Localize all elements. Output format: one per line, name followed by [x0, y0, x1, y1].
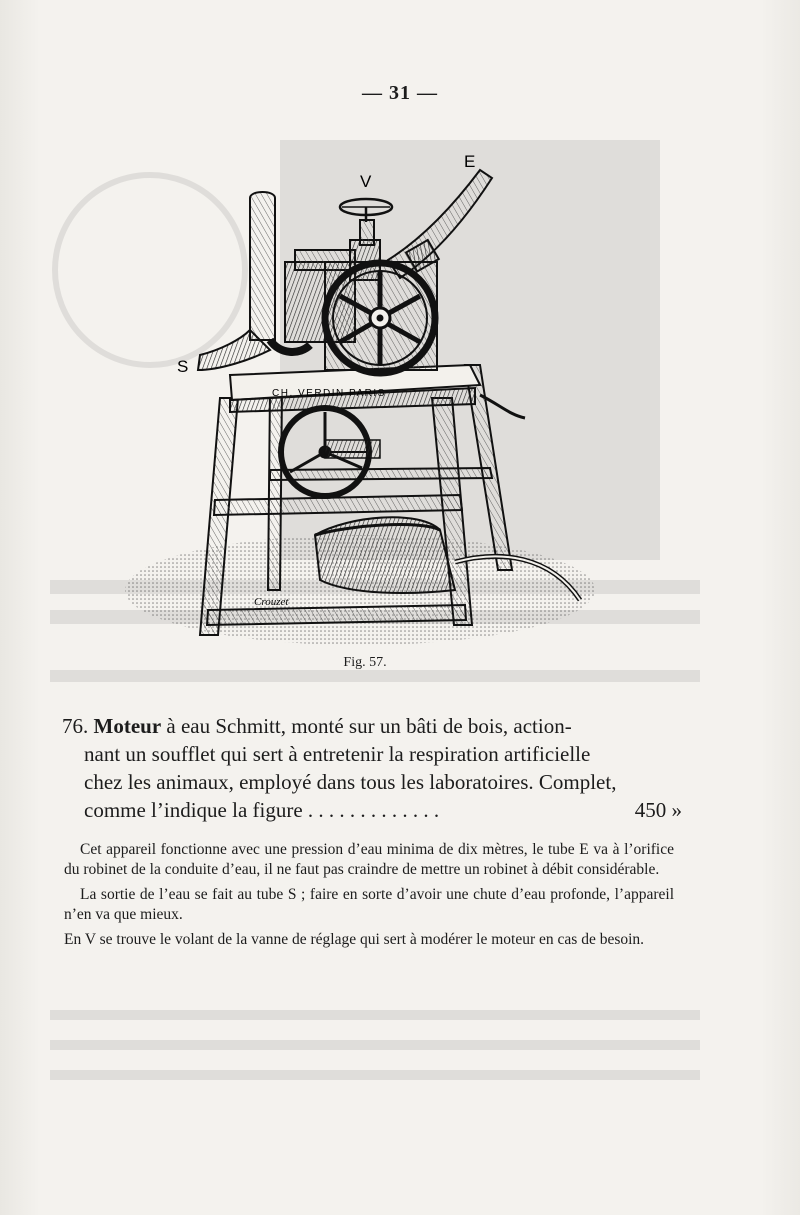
figure-caption: Fig. 57.: [343, 655, 387, 670]
label-e: E: [464, 152, 476, 171]
entry-number: 76.: [62, 714, 89, 738]
entry-line-4: comme l’indique la figure . . . . . . . . . . . . .: [84, 798, 440, 822]
page-number: — 31 —: [362, 82, 438, 104]
maker-plate: CH. VERDIN PARIS: [272, 388, 386, 399]
note-paragraph: [64, 930, 674, 950]
note-text-3: En V se trouve le volant de la vanne de réglage qui sert à modérer le moteur en cas de besoin.: [64, 931, 645, 948]
entry-line-1: [62, 712, 682, 740]
description-notes: [64, 840, 674, 955]
note-paragraph: [64, 885, 674, 925]
water-motor-engraving: [120, 150, 600, 655]
main-flywheel: [325, 262, 437, 373]
entry-line-2: nant un soufflet qui sert à entretenir la respiration artificielle: [84, 742, 591, 766]
entry-price: 450 »: [634, 798, 682, 822]
engraver-signature: Crouzet: [254, 596, 289, 608]
label-s: S: [177, 357, 189, 376]
engraving-figure: [120, 150, 600, 655]
entry-price-row: [62, 796, 682, 824]
note-paragraph: [64, 840, 674, 880]
lower-pulley: [281, 408, 380, 496]
note-text-2: La sortie de l’eau se fait au tube S ; faire en sorte d’avoir une chute d’eau profonde, l’appareil n’en va que mieux.: [64, 886, 674, 923]
entry-line-3: chez les animaux, employé dans tous les laboratoires. Complet,: [84, 770, 617, 794]
note-text-1: Cet appareil fonctionne avec une pression d’eau minima de dix mètres, le tube E va à l’orifice du robinet de la conduite d’eau, il ne faut pas craindre de mettre un robinet à débit considérable.: [64, 841, 674, 878]
catalog-entry: [62, 712, 682, 824]
entry-line-1-text: à eau Schmitt, monté sur un bâti de bois, action-: [161, 714, 572, 738]
label-v: V: [360, 172, 372, 191]
valve-handwheel: [340, 199, 392, 222]
entry-title: Moteur: [93, 714, 162, 738]
